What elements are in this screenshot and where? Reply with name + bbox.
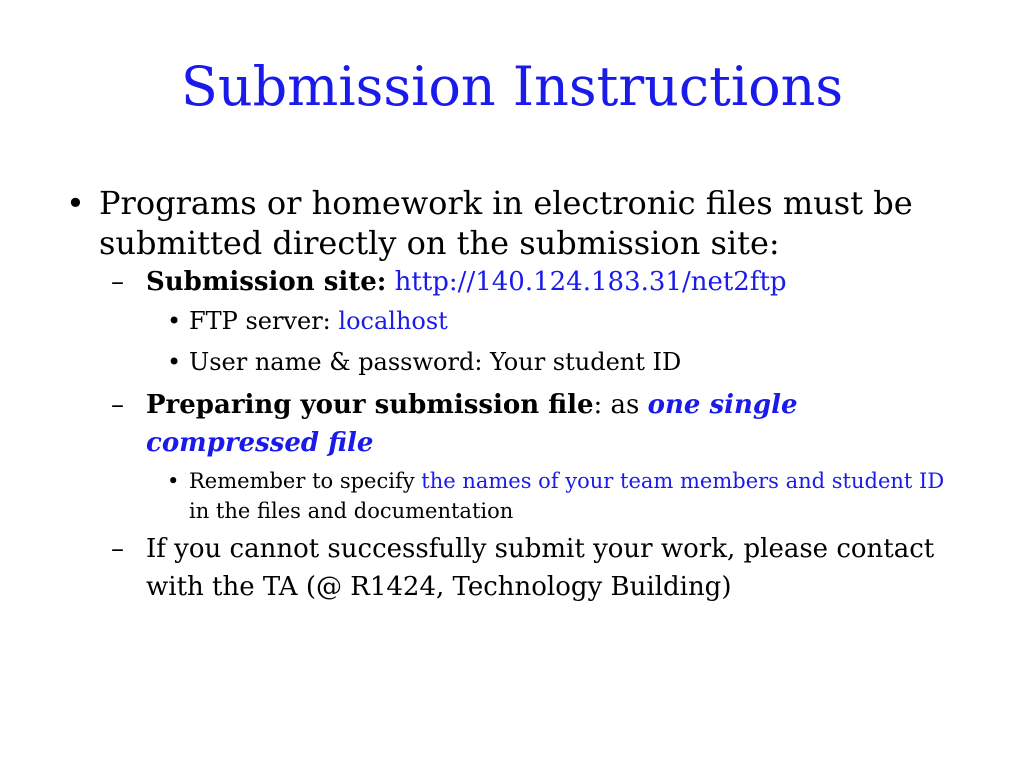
remember-suffix: in the files and documentation [189, 499, 514, 523]
bullet-main-text: Programs or homework in electronic files must be submitted directly on the submission site: [99, 184, 913, 262]
ftp-server-label: FTP server: [189, 307, 339, 335]
dash-marker: – [111, 390, 124, 420]
sub-sub-item-remember [167, 466, 966, 526]
preparing-separator: : as [593, 390, 648, 420]
sub-sub-item-ftp-server [167, 301, 966, 342]
dash-marker: – [111, 267, 124, 297]
submission-site-label: Submission site: [146, 267, 387, 297]
slide-body [66, 183, 966, 606]
ftp-server-value: localhost [338, 307, 448, 335]
preparing-emphasis: one single compressed file [146, 390, 798, 458]
bullet-marker: • [167, 348, 182, 376]
sub-item-preparing-file [111, 386, 966, 462]
preparing-label: Preparing your submission file [146, 390, 594, 420]
dash-marker: – [111, 534, 124, 564]
contact-text: If you cannot successfully submit your work, please contact with the TA (@ R1424, Technology Building) [146, 534, 935, 602]
login-text: User name & password: Your student ID [189, 348, 682, 376]
submission-site-link[interactable]: http://140.124.183.31/net2ftp [394, 267, 787, 297]
slide-title: Submission Instructions [180, 55, 844, 118]
sub-item-contact [111, 530, 966, 606]
sub-item-submission-site [111, 263, 966, 301]
sub-sub-item-login [167, 342, 966, 383]
bullet-marker: • [66, 184, 85, 222]
bullet-marker: • [167, 307, 182, 335]
bullet-main [66, 183, 966, 263]
bullet-marker: • [167, 469, 180, 493]
remember-prefix: Remember to specify [189, 469, 422, 493]
remember-highlight: the names of your team members and student ID [421, 469, 945, 493]
